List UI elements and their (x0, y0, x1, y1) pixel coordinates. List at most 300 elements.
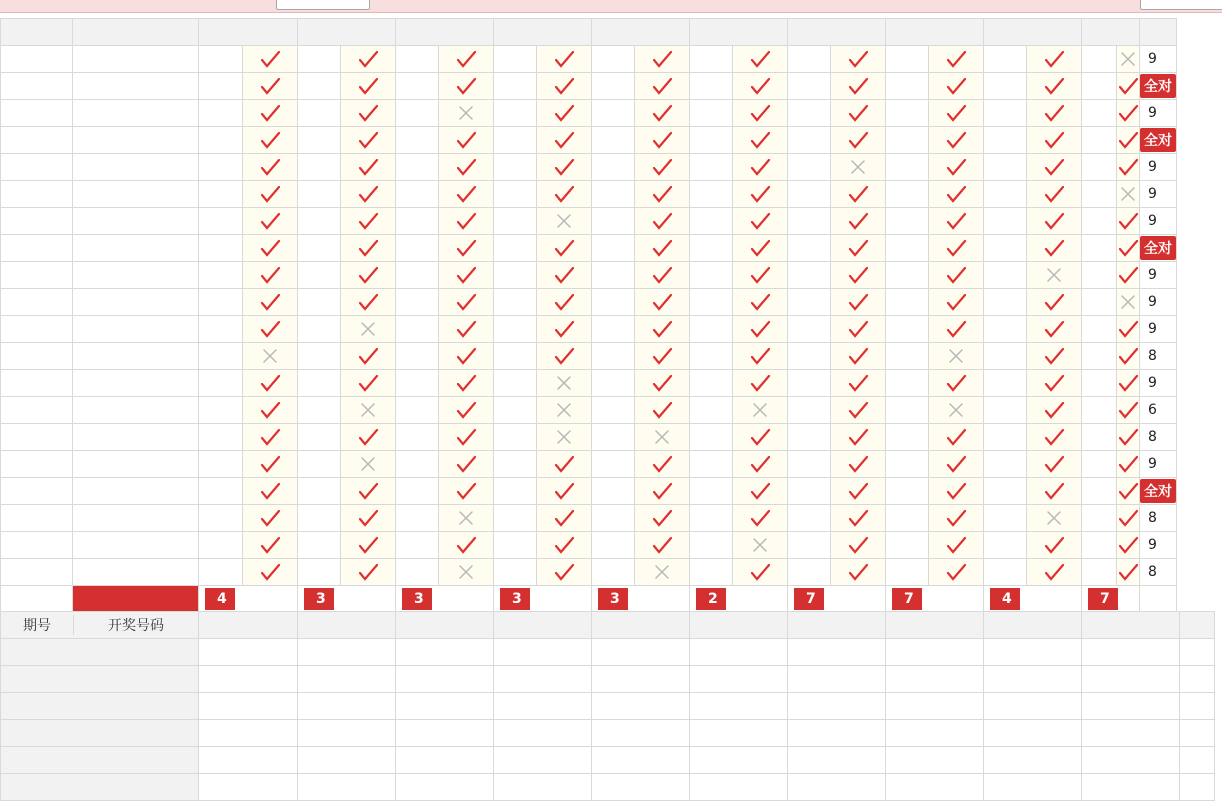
kill-value (494, 397, 537, 424)
hit-mark (831, 451, 886, 478)
kill-value (886, 289, 929, 316)
hit-mark (341, 478, 396, 505)
tally-value: 8 (1148, 510, 1157, 526)
stats-value (494, 774, 592, 801)
check-icon (749, 482, 771, 500)
hit-mark (537, 505, 592, 532)
draw-cell (73, 397, 199, 424)
kill-value (298, 127, 341, 154)
issue-cell (1, 532, 73, 559)
table-row (1, 235, 1177, 262)
hit-mark (733, 154, 788, 181)
draw-cell (73, 424, 199, 451)
kill-value (690, 181, 733, 208)
kill-value (494, 154, 537, 181)
cross-icon (553, 212, 575, 230)
kill-value (396, 289, 439, 316)
stats-value (199, 720, 298, 747)
check-icon (749, 455, 771, 473)
cross-icon (1043, 509, 1065, 527)
col-kill (396, 612, 494, 639)
kill-value (592, 424, 635, 451)
check-icon (945, 77, 967, 95)
draw-cell (73, 343, 199, 370)
miss-mark (341, 397, 396, 424)
all-correct-badge: 全对 (1140, 128, 1176, 152)
hit-mark (929, 154, 984, 181)
check-icon (455, 77, 477, 95)
hit-mark (1117, 208, 1140, 235)
hit-mark (831, 505, 886, 532)
hit-mark (929, 100, 984, 127)
kill-value (886, 478, 929, 505)
hit-mark (635, 316, 690, 343)
kill-value (298, 316, 341, 343)
check-icon (1043, 320, 1065, 338)
kill-value (494, 451, 537, 478)
check-icon (357, 104, 379, 122)
stats-value (494, 747, 592, 774)
hit-mark (1117, 316, 1140, 343)
check-icon (749, 374, 771, 392)
hit-mark (929, 316, 984, 343)
current-kill-cell (984, 586, 1082, 613)
miss-mark (439, 505, 494, 532)
stats-value (984, 693, 1082, 720)
kill-value (592, 316, 635, 343)
kill-value (788, 451, 831, 478)
cross-icon (455, 509, 477, 527)
col-issue: 期号 (23, 618, 51, 634)
check-icon (357, 536, 379, 554)
col-kill (690, 612, 788, 639)
hit-mark (635, 100, 690, 127)
hit-mark (1027, 235, 1082, 262)
kill-value (690, 100, 733, 127)
kill-value (494, 424, 537, 451)
tally-cell (1140, 370, 1177, 397)
hit-mark (929, 424, 984, 451)
kill-value (690, 343, 733, 370)
hit-mark (1027, 343, 1082, 370)
kill-value (984, 316, 1027, 343)
kill-value (199, 181, 243, 208)
check-icon (945, 482, 967, 500)
hit-mark (831, 478, 886, 505)
table-row (1, 100, 1177, 127)
check-icon (259, 536, 281, 554)
stats-value (690, 639, 788, 666)
cross-icon (357, 401, 379, 419)
kill-value (494, 532, 537, 559)
kill-value (788, 154, 831, 181)
kill-value (1082, 343, 1117, 370)
kill-value (886, 46, 929, 73)
kill-value (199, 46, 243, 73)
stats-value (1082, 639, 1180, 666)
tally-value: 9 (1148, 267, 1157, 283)
hit-mark (341, 154, 396, 181)
cross-icon (749, 536, 771, 554)
tally-value: 9 (1148, 537, 1157, 553)
stats-row (1, 720, 1215, 747)
cross-icon (553, 428, 575, 446)
period-select[interactable] (276, 0, 370, 10)
kill-value (984, 559, 1027, 586)
kill-value (592, 46, 635, 73)
check-icon (1117, 320, 1139, 338)
col-kill (886, 19, 984, 46)
tally-value: 9 (1148, 213, 1157, 229)
kill-value (984, 235, 1027, 262)
hit-mark (341, 235, 396, 262)
current-kill-number: 7 (892, 588, 922, 610)
stats-row (1, 666, 1215, 693)
check-icon (945, 185, 967, 203)
kill-value (1082, 46, 1117, 73)
kill-value (1082, 154, 1117, 181)
miss-mark (537, 370, 592, 397)
cross-icon (651, 428, 673, 446)
kill-value (396, 559, 439, 586)
stats-value (984, 639, 1082, 666)
check-icon (749, 509, 771, 527)
draw-cell (73, 478, 199, 505)
draw-cell (73, 73, 199, 100)
kill-value (886, 397, 929, 424)
stats-label (1, 639, 199, 666)
current-kill-number: 4 (205, 588, 235, 610)
kill-value (788, 370, 831, 397)
top-toolbar (0, 0, 1222, 13)
check-icon (357, 563, 379, 581)
col-tally (1140, 19, 1177, 46)
check-icon (945, 455, 967, 473)
check-icon (651, 455, 673, 473)
kill-value (298, 262, 341, 289)
kill-value (886, 343, 929, 370)
cross-icon (553, 374, 575, 392)
hit-mark (831, 532, 886, 559)
draw-cell (73, 235, 199, 262)
tally-cell (1140, 127, 1177, 154)
hit-mark (439, 478, 494, 505)
kill-value (199, 100, 243, 127)
check-icon (749, 293, 771, 311)
hit-mark (635, 370, 690, 397)
check-icon (1043, 50, 1065, 68)
check-icon (651, 536, 673, 554)
table-row (1, 208, 1177, 235)
hit-mark (439, 154, 494, 181)
check-icon (1117, 347, 1139, 365)
hit-mark (439, 532, 494, 559)
kill-value (592, 73, 635, 100)
kill-value (298, 289, 341, 316)
kill-value (1082, 478, 1117, 505)
current-issue (1, 586, 73, 613)
miss-mark (831, 154, 886, 181)
draw-cell (73, 46, 199, 73)
check-icon (357, 347, 379, 365)
hit-mark (243, 505, 298, 532)
check-icon (553, 266, 575, 284)
check-icon (357, 50, 379, 68)
check-icon (357, 212, 379, 230)
stats-value (298, 774, 396, 801)
hit-mark (537, 262, 592, 289)
hit-mark (831, 424, 886, 451)
hit-mark (341, 262, 396, 289)
kill-value (494, 505, 537, 532)
table-row (1, 532, 1177, 559)
hit-mark (635, 451, 690, 478)
kill-value (1082, 127, 1117, 154)
kill-value (690, 289, 733, 316)
issue-cell (1, 235, 73, 262)
miss-mark (537, 208, 592, 235)
hit-mark (1027, 289, 1082, 316)
stats-value (494, 639, 592, 666)
kill-value (396, 532, 439, 559)
kill-value (690, 397, 733, 424)
hit-mark (635, 262, 690, 289)
check-icon (847, 239, 869, 257)
check-icon (847, 482, 869, 500)
cross-icon (455, 563, 477, 581)
hit-mark (831, 181, 886, 208)
check-icon (945, 563, 967, 581)
kill-value (298, 559, 341, 586)
stats-value (1082, 693, 1180, 720)
hit-mark (439, 343, 494, 370)
kill-value (690, 46, 733, 73)
check-icon (455, 428, 477, 446)
hit-mark (537, 73, 592, 100)
check-icon (847, 347, 869, 365)
table-row (1, 478, 1177, 505)
check-icon (1117, 374, 1139, 392)
hit-mark (635, 532, 690, 559)
query-input[interactable] (1140, 0, 1222, 10)
current-kill-number: 3 (598, 588, 628, 610)
hit-mark (243, 478, 298, 505)
hit-mark (733, 181, 788, 208)
kill-value (494, 316, 537, 343)
hit-mark (1027, 478, 1082, 505)
stats-value (690, 774, 788, 801)
stats-value (690, 747, 788, 774)
col-kill (199, 19, 298, 46)
issue-cell (1, 154, 73, 181)
kill-value (494, 181, 537, 208)
kill-value (886, 73, 929, 100)
all-correct-badge: 全对 (1140, 479, 1176, 503)
check-icon (945, 239, 967, 257)
hit-mark (243, 100, 298, 127)
hit-mark (733, 370, 788, 397)
table-row (1, 154, 1177, 181)
tally-cell (1140, 451, 1177, 478)
kill-value (788, 289, 831, 316)
check-icon (357, 158, 379, 176)
table-row (1, 370, 1177, 397)
draw-cell (73, 154, 199, 181)
all-correct-badge: 全对 (1140, 74, 1176, 98)
hit-mark (537, 235, 592, 262)
check-icon (1043, 77, 1065, 95)
miss-mark (1027, 505, 1082, 532)
hit-mark (733, 73, 788, 100)
hit-mark (243, 262, 298, 289)
kill-value (396, 343, 439, 370)
stats-value (396, 747, 494, 774)
kill-value (788, 505, 831, 532)
hit-mark (439, 451, 494, 478)
kill-value (396, 127, 439, 154)
kill-value (494, 343, 537, 370)
kill-value (886, 181, 929, 208)
kill-value (984, 397, 1027, 424)
miss-mark (341, 316, 396, 343)
check-icon (651, 77, 673, 95)
kill-value (690, 127, 733, 154)
hit-mark (929, 208, 984, 235)
kill-value (396, 46, 439, 73)
stats-header-left (1, 612, 199, 639)
kill-value (1082, 559, 1117, 586)
check-icon (1043, 455, 1065, 473)
hit-mark (929, 235, 984, 262)
kill-value (886, 127, 929, 154)
current-kill-number: 3 (500, 588, 530, 610)
hit-mark (831, 397, 886, 424)
hit-mark (341, 370, 396, 397)
hit-mark (537, 46, 592, 73)
miss-mark (1027, 262, 1082, 289)
stats-row (1, 639, 1215, 666)
hit-mark (243, 370, 298, 397)
hit-mark (831, 262, 886, 289)
stats-value (298, 720, 396, 747)
hit-mark (1117, 154, 1140, 181)
kill-value (984, 127, 1027, 154)
stats-value (1082, 747, 1180, 774)
check-icon (651, 347, 673, 365)
kill-value (199, 316, 243, 343)
hit-mark (929, 46, 984, 73)
check-icon (651, 320, 673, 338)
miss-mark (733, 397, 788, 424)
stats-value (886, 666, 984, 693)
tally-cell (1140, 208, 1177, 235)
hit-mark (733, 451, 788, 478)
kill-value (199, 505, 243, 532)
check-icon (1117, 536, 1139, 554)
col-kill (396, 19, 494, 46)
hit-mark (537, 289, 592, 316)
check-icon (651, 401, 673, 419)
col-kill (886, 612, 984, 639)
kill-value (984, 289, 1027, 316)
kill-value (788, 478, 831, 505)
kill-value (690, 559, 733, 586)
kill-value (396, 316, 439, 343)
cross-icon (1117, 50, 1139, 68)
hit-mark (1027, 208, 1082, 235)
cross-icon (259, 347, 281, 365)
hit-mark (243, 73, 298, 100)
check-icon (259, 455, 281, 473)
hit-mark (243, 424, 298, 451)
tally-cell (1140, 100, 1177, 127)
draw-cell (73, 532, 199, 559)
stats-value (199, 774, 298, 801)
check-icon (455, 293, 477, 311)
check-icon (1043, 428, 1065, 446)
col-kill (788, 612, 886, 639)
stats-value (199, 693, 298, 720)
kill-value (690, 370, 733, 397)
kill-value (396, 235, 439, 262)
hit-mark (929, 451, 984, 478)
stats-value (396, 720, 494, 747)
kill-value (886, 208, 929, 235)
issue-cell (1, 505, 73, 532)
check-icon (749, 104, 771, 122)
kill-value (298, 208, 341, 235)
kill-value (984, 73, 1027, 100)
tally-cell (1140, 343, 1177, 370)
miss-mark (635, 559, 690, 586)
check-icon (847, 104, 869, 122)
check-icon (1117, 77, 1139, 95)
check-icon (651, 104, 673, 122)
check-icon (1043, 185, 1065, 203)
check-icon (1043, 482, 1065, 500)
kill-value (1082, 505, 1117, 532)
kill-value (494, 73, 537, 100)
col-kill (298, 612, 396, 639)
check-icon (259, 320, 281, 338)
check-icon (749, 320, 771, 338)
check-icon (1043, 104, 1065, 122)
miss-mark (929, 343, 984, 370)
kill-value (494, 478, 537, 505)
check-icon (945, 428, 967, 446)
kill-value (690, 478, 733, 505)
col-kill (494, 612, 592, 639)
col-kill (690, 19, 788, 46)
kill-value (984, 100, 1027, 127)
check-icon (1043, 131, 1065, 149)
hit-mark (243, 235, 298, 262)
check-icon (1043, 563, 1065, 581)
stats-label (1, 666, 199, 693)
hit-mark (635, 289, 690, 316)
hit-mark (929, 127, 984, 154)
check-icon (749, 185, 771, 203)
check-icon (259, 239, 281, 257)
miss-mark (1117, 181, 1140, 208)
col-kill (1082, 19, 1140, 46)
stats-value (592, 720, 690, 747)
hit-mark (341, 505, 396, 532)
check-icon (651, 482, 673, 500)
hit-mark (439, 262, 494, 289)
check-icon (847, 374, 869, 392)
hit-mark (341, 532, 396, 559)
